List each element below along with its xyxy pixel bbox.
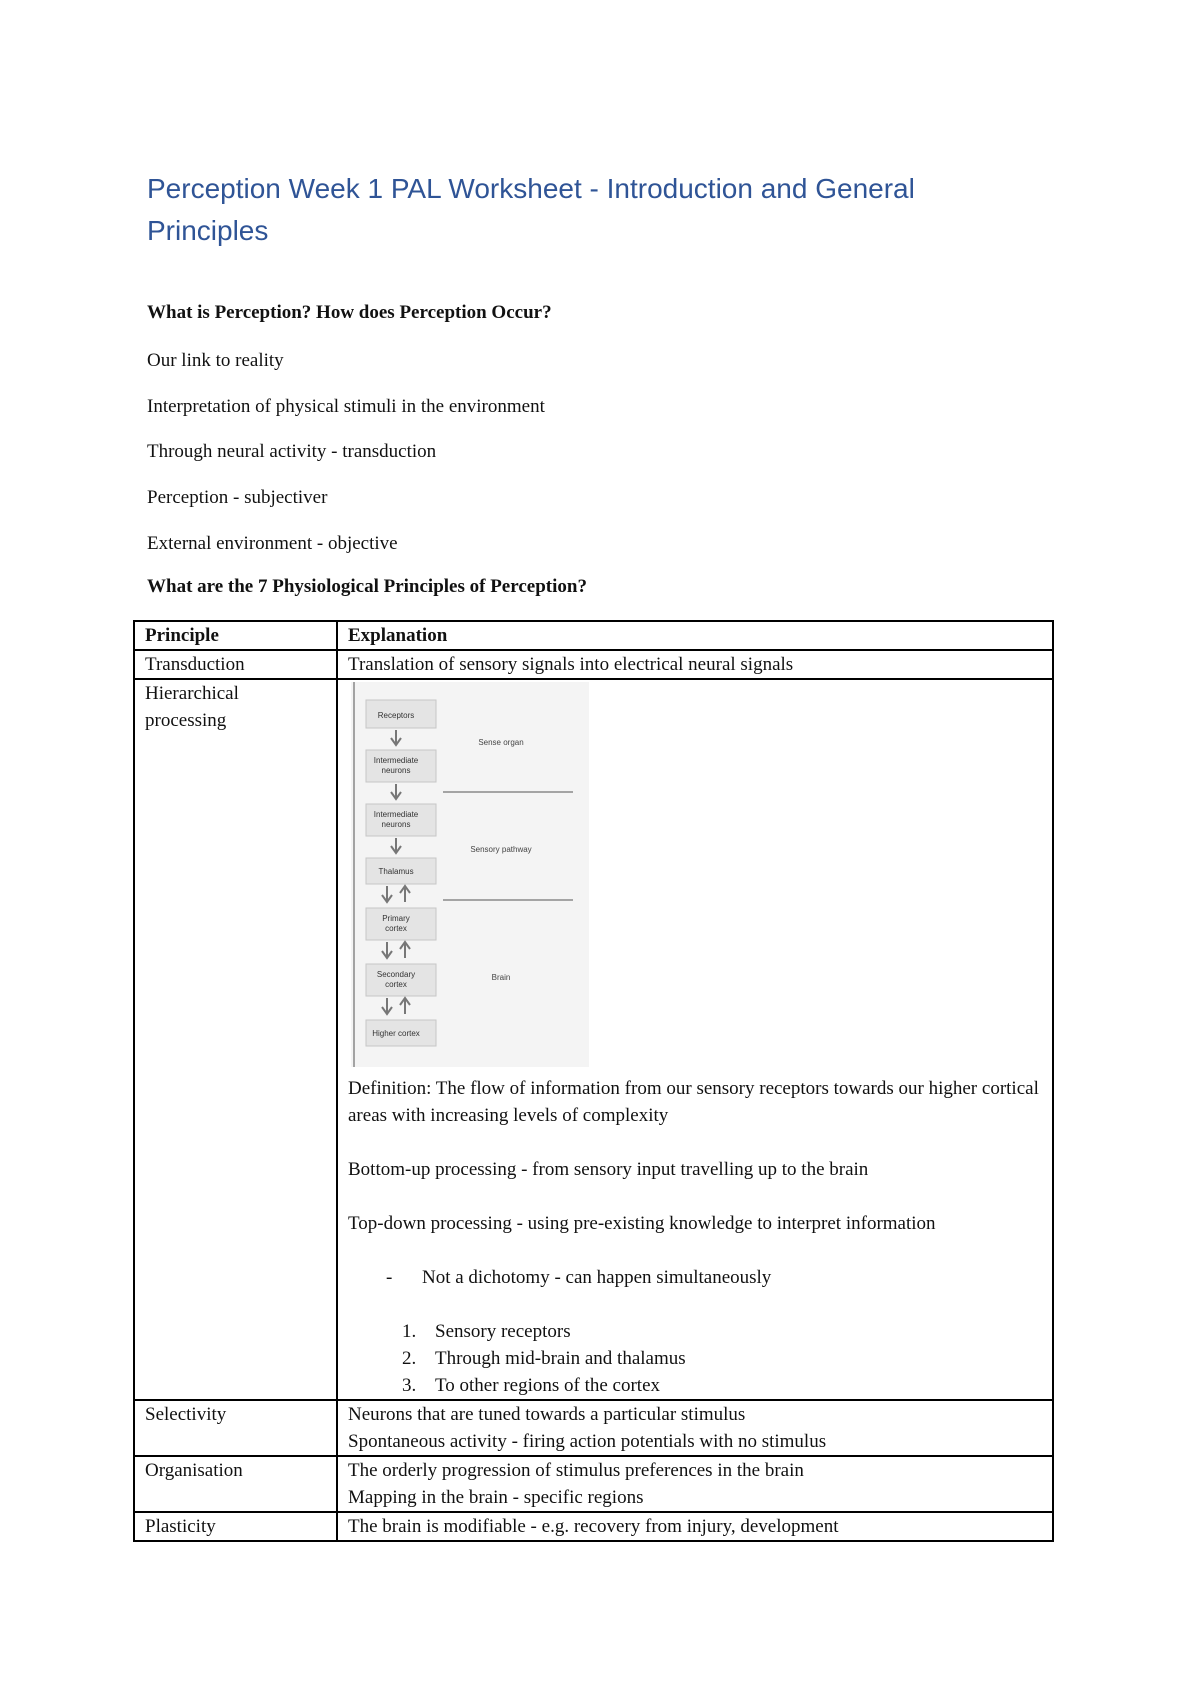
svg-text:Thalamus: Thalamus: [378, 867, 414, 876]
list-item: 2. Through mid-brain and thalamus: [421, 1345, 1042, 1372]
principle-cell: Plasticity: [134, 1512, 337, 1541]
box-thalamus: [366, 858, 436, 884]
principle-cell: Hierarchical processing: [134, 679, 337, 1400]
explanation-line: The orderly progression of stimulus preferences in the brain: [348, 1460, 804, 1481]
box-higher-cortex: [366, 1020, 436, 1046]
explanation-line: Spontaneous activity - firing action potentials with no stimulus: [348, 1431, 827, 1452]
page-title: Perception Week 1 PAL Worksheet - Introduction and General Principles: [147, 173, 915, 246]
explanation-cell: Translation of sensory signals into electrical neural signals: [337, 650, 1053, 679]
column-header-principle: Principle: [134, 621, 337, 650]
table-row: [134, 679, 1053, 1400]
paragraph: External environment - objective: [147, 533, 398, 554]
explanation-cell: [337, 1400, 1053, 1456]
dash-marker: -: [386, 1267, 393, 1288]
svg-text:Intermediate: Intermediate: [373, 810, 419, 819]
steps-list: [348, 1318, 1042, 1399]
explanation-line: Neurons that are tuned towards a particular stimulus: [348, 1404, 746, 1425]
table-header-row: [134, 621, 1053, 650]
svg-text:neurons: neurons: [381, 820, 411, 829]
region-label-brain: Brain: [491, 973, 511, 982]
svg-text:Receptors: Receptors: [377, 711, 415, 720]
list-item: 3. To other regions of the cortex: [421, 1372, 1042, 1399]
dash-list-item: [348, 1264, 1042, 1291]
paragraph: Perception - subjectiver: [147, 487, 328, 508]
hierarchy-diagram: [351, 682, 589, 1067]
table-row: [134, 1400, 1053, 1456]
table-row: [134, 1512, 1053, 1541]
paragraph: Interpretation of physical stimuli in the environment: [147, 396, 545, 417]
explanation-cell: [337, 1456, 1053, 1512]
principle-cell: Transduction: [134, 650, 337, 679]
principle-cell: Organisation: [134, 1456, 337, 1512]
svg-text:Primary: Primary: [382, 914, 410, 923]
box-receptors: [366, 700, 436, 728]
box-primary-cortex: [366, 908, 436, 940]
definition-text: Definition: The flow of information from our sensory receptors towards our higher cortical areas with increasing levels of complexity: [348, 1078, 1039, 1126]
region-label-sense-organ: Sense organ: [478, 738, 524, 747]
dash-item-text: Not a dichotomy - can happen simultaneously: [422, 1267, 772, 1288]
column-header-explanation: Explanation: [337, 621, 1053, 650]
box-intermediate-neurons-2: [366, 804, 436, 836]
box-secondary-cortex: [366, 964, 436, 996]
table-row: [134, 650, 1053, 679]
svg-text:Intermediate: Intermediate: [373, 756, 419, 765]
bottom-up-text: Bottom-up processing - from sensory input travelling up to the brain: [348, 1159, 869, 1180]
top-down-text: Top-down processing - using pre-existing knowledge to interpret information: [348, 1213, 936, 1234]
table-row: [134, 1456, 1053, 1512]
question-heading-2: What are the 7 Physiological Principles of Perception?: [147, 576, 587, 597]
region-label-sensory-pathway: Sensory pathway: [470, 845, 532, 854]
svg-text:neurons: neurons: [381, 766, 411, 775]
question-heading-1: What is Perception? How does Perception Occur?: [147, 302, 552, 323]
svg-text:Higher cortex: Higher cortex: [372, 1029, 420, 1038]
box-intermediate-neurons-1: [366, 750, 436, 782]
explanation-cell: The brain is modifiable - e.g. recovery from injury, development: [337, 1512, 1053, 1541]
svg-text:Secondary: Secondary: [376, 970, 416, 979]
explanation-cell: [337, 679, 1053, 1400]
svg-text:cortex: cortex: [385, 980, 407, 989]
svg-text:cortex: cortex: [385, 924, 407, 933]
paragraph: Our link to reality: [147, 350, 284, 371]
paragraph: Through neural activity - transduction: [147, 441, 437, 462]
principles-table: [133, 620, 1054, 1542]
explanation-line: Mapping in the brain - specific regions: [348, 1487, 644, 1508]
principle-cell: Selectivity: [134, 1400, 337, 1456]
list-item: 1. Sensory receptors: [421, 1318, 1042, 1345]
